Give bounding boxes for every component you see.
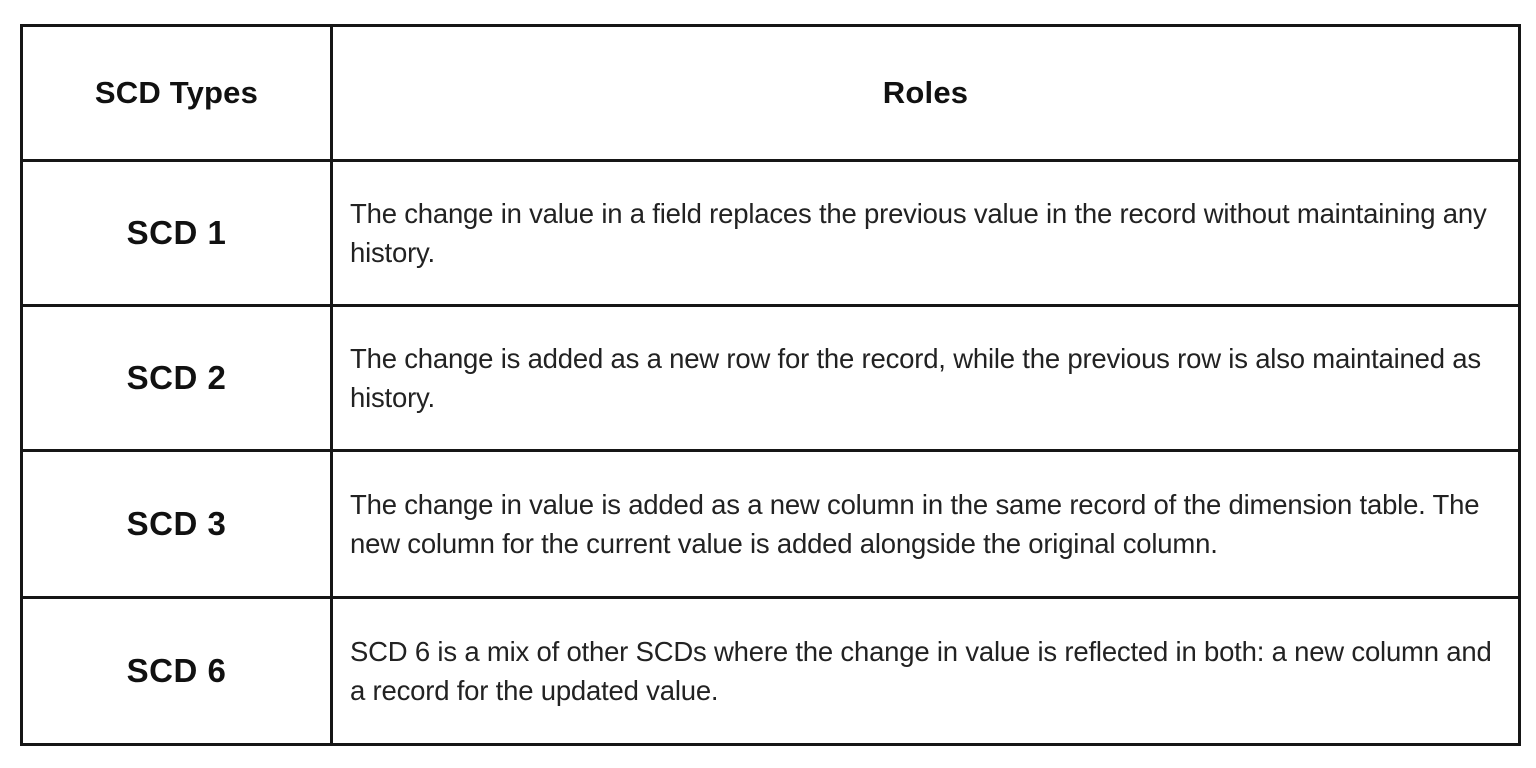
table-row: [22, 161, 1520, 306]
scd-role-cell: The change in value in a field replaces the previous value in the record without maintaining any history.: [332, 161, 1520, 306]
scd-role-cell: The change in value is added as a new column in the same record of the dimension table. The new column for the current value is added alongside the original column.: [332, 451, 1520, 598]
table-row: [22, 451, 1520, 598]
scd-type-cell: SCD 3: [22, 451, 332, 598]
scd-types-table: [20, 24, 1521, 746]
column-header-scd-types: SCD Types: [22, 26, 332, 161]
scd-role-cell: The change is added as a new row for the record, while the previous row is also maintained as history.: [332, 306, 1520, 451]
table-header-row: [22, 26, 1520, 161]
column-header-roles: Roles: [332, 26, 1520, 161]
scd-role-cell: SCD 6 is a mix of other SCDs where the change in value is reflected in both: a new column and a record for the updated value.: [332, 598, 1520, 745]
table-row: [22, 306, 1520, 451]
scd-type-cell: SCD 1: [22, 161, 332, 306]
scd-type-cell: SCD 6: [22, 598, 332, 745]
scd-type-cell: SCD 2: [22, 306, 332, 451]
table-row: [22, 598, 1520, 745]
